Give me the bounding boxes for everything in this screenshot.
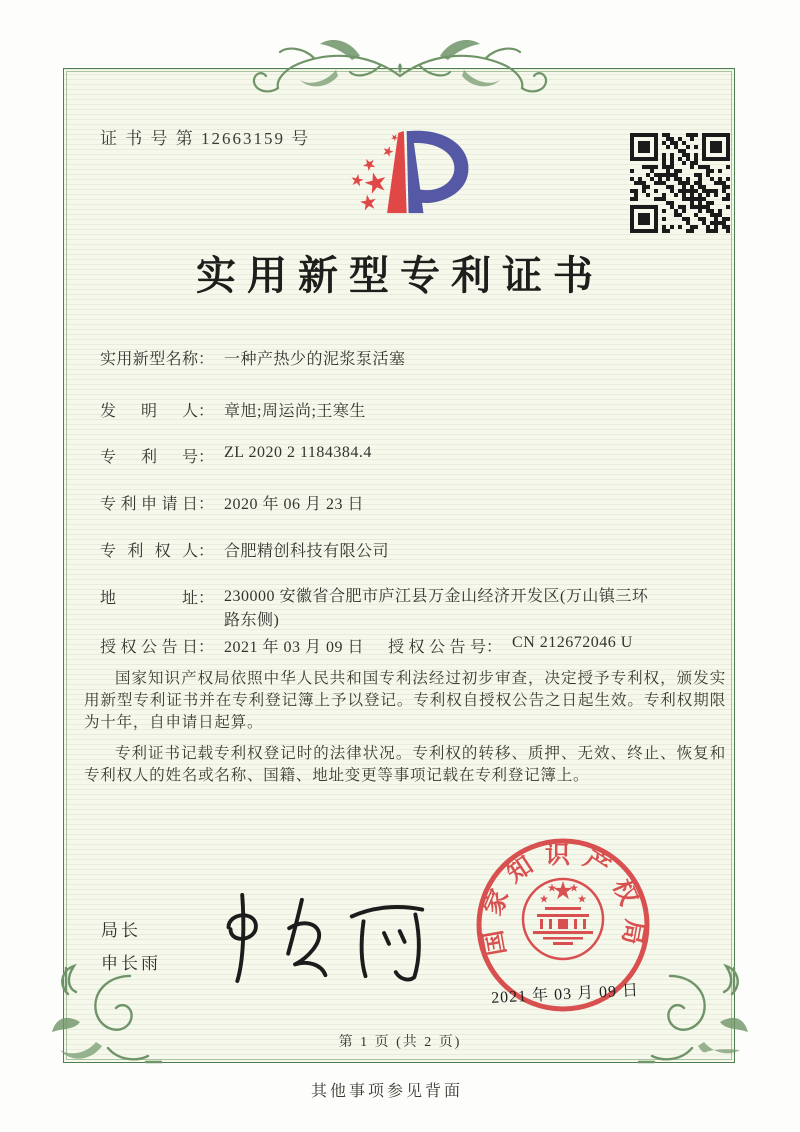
- field-colon: ：: [198, 639, 215, 656]
- svg-text:国家知识产权局: [477, 841, 649, 958]
- field-value: CN 212672046 U: [512, 634, 633, 651]
- qr-code: [630, 133, 730, 233]
- signer-name: 申长雨: [101, 954, 161, 973]
- page-indicator: 第 1 页 (共 2 页): [338, 1035, 462, 1050]
- certificate-number: 证 书 号 第 12663159 号: [100, 129, 311, 148]
- field-value: 合肥精创科技有限公司: [224, 543, 390, 560]
- top-flourish-ornament-icon: [238, 28, 562, 96]
- field-patentee: [100, 538, 389, 561]
- field-label: 专利申请日: [100, 496, 198, 513]
- field-label: 授权公告日: [100, 639, 198, 656]
- field-utility-model-name: [100, 346, 406, 369]
- field-colon: ：: [198, 543, 215, 560]
- field-value: 一种产热少的泥浆泵活塞: [224, 351, 406, 368]
- field-value: ZL 2020 2 1184384.4: [224, 444, 372, 461]
- field-grant-number: [388, 634, 633, 657]
- seal-ring-text: 国家知识产权局: [478, 842, 648, 958]
- seal-date: 2021 年 03 月 09 日: [490, 982, 640, 1007]
- field-label: 专利号: [100, 449, 198, 466]
- legal-paragraph-1: 国家知识产权局依照中华人民共和国专利法经过初步审查，决定授予专利权，颁发实用新型专利证书并在专利登记簿上予以登记。专利权自授权公告之日起生效。专利权期限为十年，自申请日起算。: [84, 670, 726, 731]
- corner-flourish-right-icon: [638, 958, 750, 1070]
- field-value: 2021 年 03 月 09 日: [224, 639, 365, 656]
- cnipa-logo-icon: [332, 110, 500, 236]
- field-label: 实用新型名称: [100, 351, 198, 368]
- field-label: 授权公告号: [388, 639, 486, 656]
- field-colon: ：: [486, 639, 503, 656]
- field-colon: ：: [198, 496, 215, 513]
- handwritten-signature-icon: [207, 882, 432, 990]
- field-patent-number: [100, 444, 372, 467]
- field-label: 发明人: [100, 403, 198, 420]
- national-emblem-icon: [523, 879, 603, 959]
- field-value: 230000 安徽省合肥市庐江县万金山经济开发区(万山镇三环路东侧): [224, 588, 649, 629]
- field-colon: ：: [198, 590, 215, 607]
- field-value: 2020 年 06 月 23 日: [224, 496, 365, 513]
- back-note: 其他事项参见背面: [311, 1083, 464, 1100]
- field-grant-announcement: [100, 634, 633, 657]
- legal-text: [84, 668, 726, 796]
- field-grant-date: [100, 634, 365, 656]
- field-colon: ：: [198, 449, 215, 466]
- field-label: 地址: [100, 590, 198, 607]
- signer-role: 局长: [101, 921, 141, 940]
- field-inventor: [100, 398, 366, 421]
- field-colon: ：: [198, 351, 215, 368]
- field-value: 章旭;周运尚;王寒生: [224, 403, 366, 420]
- field-filing-date: [100, 491, 364, 514]
- field-address: [100, 585, 662, 633]
- field-colon: ：: [198, 403, 215, 420]
- legal-paragraph-2: 专利证书记载专利权登记时的法律状况。专利权的转移、质押、无效、终止、恢复和专利权人的姓名或名称、国籍、地址变更等事项记载在专利登记簿上。: [84, 745, 726, 784]
- field-label: 专利权人: [100, 543, 198, 560]
- certificate-title: 实用新型专利证书: [196, 253, 604, 298]
- corner-flourish-left-icon: [50, 958, 162, 1070]
